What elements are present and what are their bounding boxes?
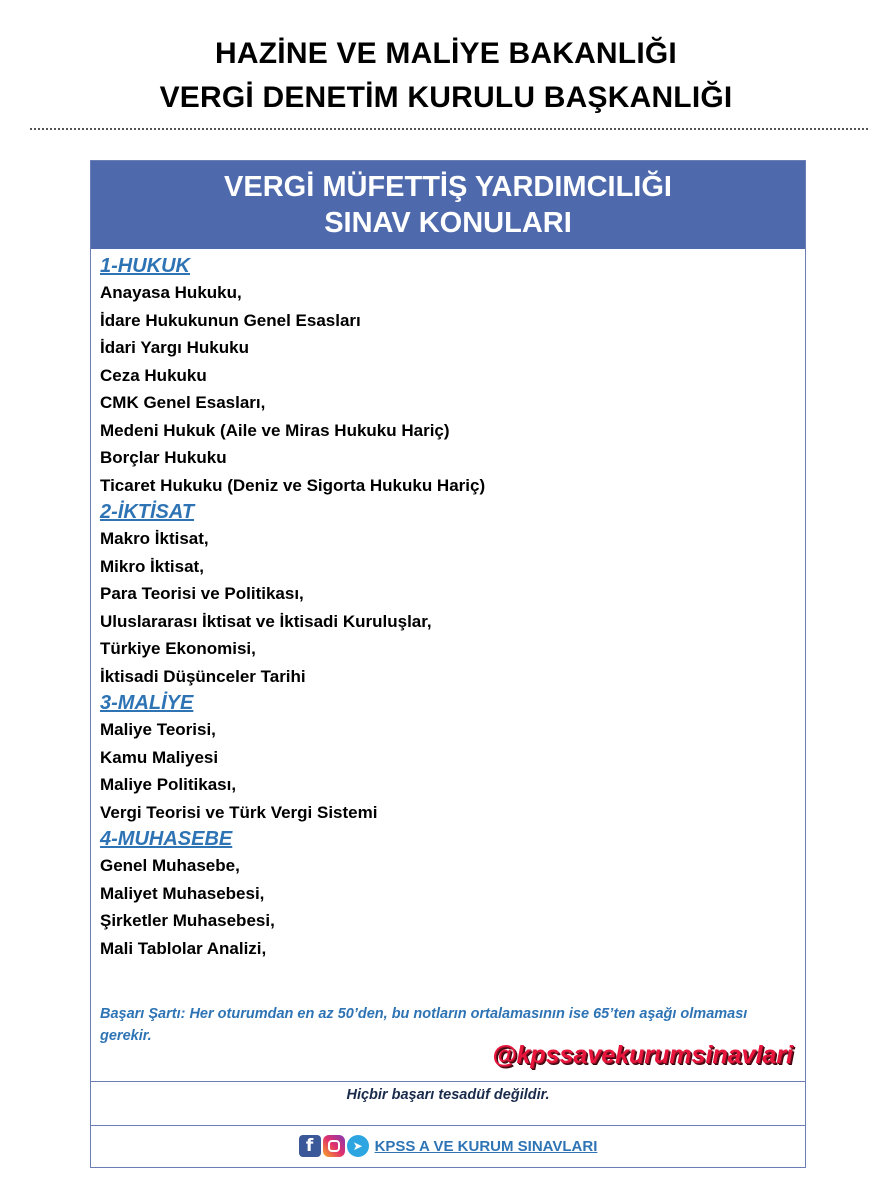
topic-item: İdare Hukukunun Genel Esasları bbox=[100, 310, 361, 330]
section-title: 3-MALİYE bbox=[100, 692, 194, 714]
success-condition-note: Başarı Şartı: Her oturumdan en az 50’den, bu notların ortalamasının ise 65’ten aşağı olmaması gerekir. bbox=[100, 1006, 748, 1044]
topic-item: Mikro İktisat, bbox=[100, 556, 204, 576]
topic-item: Vergi Teorisi ve Türk Vergi Sistemi bbox=[100, 802, 378, 822]
board-title: VERGİ DENETİM KURULU BAŞKANLIĞI bbox=[159, 81, 733, 114]
topic-item: Mali Tablolar Analizi, bbox=[100, 938, 267, 958]
topic-item: Makro İktisat, bbox=[100, 529, 209, 548]
topic-item: Medeni Hukuk (Aile ve Miras Hukuku Hariç) bbox=[100, 420, 450, 440]
exam-topics-box bbox=[90, 160, 806, 1168]
dotted-divider bbox=[30, 128, 868, 130]
facebook-icon[interactable]: f bbox=[299, 1135, 321, 1157]
section-title: 1-HUKUK bbox=[100, 255, 190, 277]
topic-item: Maliye Teorisi, bbox=[100, 720, 216, 739]
topic-item: Borçlar Hukuku bbox=[100, 448, 227, 467]
topic-item: Genel Muhasebe, bbox=[100, 856, 240, 875]
banner-subtitle: SINAV KONULARI bbox=[324, 207, 572, 239]
topics-list bbox=[91, 249, 805, 962]
ministry-title: HAZİNE VE MALİYE BAKANLIĞI bbox=[215, 37, 677, 70]
topic-item: Uluslararası İktisat ve İktisadi Kuruluşlar, bbox=[100, 611, 432, 631]
topic-item: Ticaret Hukuku (Deniz ve Sigorta Hukuku Hariç) bbox=[100, 475, 486, 495]
topic-item: Şirketler Muhasebesi, bbox=[100, 911, 275, 930]
topic-item: Para Teorisi ve Politikası, bbox=[100, 584, 304, 603]
channel-link[interactable]: KPSS A VE KURUM SINAVLARI bbox=[374, 1137, 598, 1155]
topic-item: Maliyet Muhasebesi, bbox=[100, 883, 265, 903]
topic-item: Anayasa Hukuku, bbox=[100, 283, 242, 302]
topic-item: Ceza Hukuku bbox=[100, 365, 207, 385]
section-title: 2-İKTİSAT bbox=[100, 501, 195, 523]
document-header bbox=[0, 32, 892, 120]
telegram-icon[interactable]: ➤ bbox=[347, 1135, 369, 1157]
instagram-icon[interactable] bbox=[323, 1135, 345, 1157]
topic-item: Türkiye Ekonomisi, bbox=[100, 639, 256, 658]
divider-line bbox=[91, 1081, 805, 1082]
divider-line bbox=[91, 1125, 805, 1126]
banner-title: VERGİ MÜFETTİŞ YARDIMCILIĞI bbox=[224, 171, 672, 203]
motto-text: Hiçbir başarı tesadüf değildir. bbox=[346, 1087, 550, 1103]
topic-item: Maliye Politikası, bbox=[100, 775, 237, 794]
footer bbox=[91, 1128, 805, 1164]
watermark-handle: @kpssavekurumsinavlari bbox=[492, 1041, 793, 1069]
exam-banner bbox=[91, 161, 805, 249]
topic-item: Kamu Maliyesi bbox=[100, 747, 219, 767]
topic-item: İdari Yargı Hukuku bbox=[100, 338, 249, 357]
topic-item: CMK Genel Esasları, bbox=[100, 393, 266, 412]
topic-item: İktisadi Düşünceler Tarihi bbox=[100, 666, 306, 686]
section-title: 4-MUHASEBE bbox=[100, 828, 233, 850]
